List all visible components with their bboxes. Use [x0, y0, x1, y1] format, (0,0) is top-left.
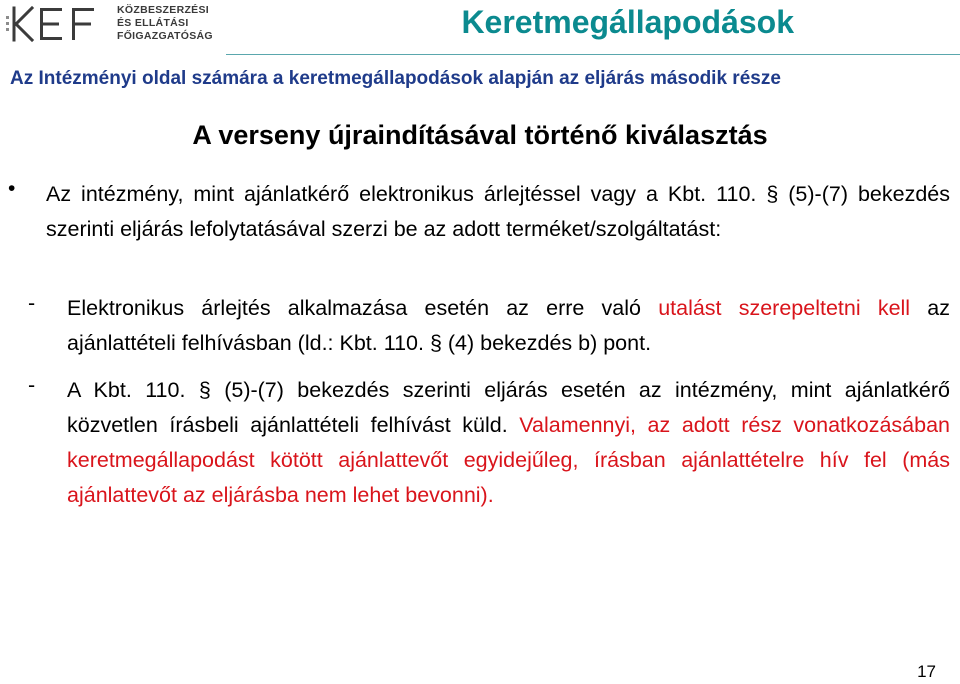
logo-line-2: ÉS ELLÁTÁSI	[117, 17, 189, 29]
list-item-2	[67, 373, 950, 513]
dash-marker-1: -	[28, 291, 36, 315]
logo-line-3: FŐIGAZGATÓSÁG	[117, 30, 213, 42]
logo-line-1: KÖZBESZERZÉSI	[117, 4, 209, 16]
list-item-1-text-a: Elektronikus árlejtés alkalmazása esetén az erre való	[67, 296, 659, 320]
dash-marker-2: -	[28, 373, 36, 397]
page-title: Keretmegállapodások	[461, 4, 794, 40]
page-subtitle: Az Intézményi oldal számára a keretmegállapodások alapján az eljárás második része	[10, 68, 781, 89]
list-item-1	[67, 291, 950, 361]
page-number: 17	[917, 662, 936, 681]
list-item-2-highlight: Valamennyi, az adott rész vonatkozásában keretmegállapodást kötött ajánlattevőt egyidejűleg, írásban ajánlattételre hív fel (más ajánlattevőt az eljárásba nem lehet bevonni).	[67, 413, 951, 507]
logo-text	[117, 4, 213, 43]
bullet-icon: •	[8, 177, 16, 200]
list-item-1-text-b: az ajánlattételi felhívásban (ld.: Kbt. 110. § (4) bekezdés b) pont.	[67, 296, 950, 355]
logo	[6, 2, 216, 46]
kef-logo-icon	[6, 2, 110, 46]
slide-heading: A verseny újraindításával történő kiválasztás	[192, 120, 768, 150]
bullet-text: Az intézmény, mint ajánlatkérő elektronikus árlejtéssel vagy a Kbt. 110. § (5)-(7) bekezdés szerinti eljárás lefolytatásával szerzi be az adott terméket/szolgáltatást:	[46, 182, 950, 241]
list-item-2-text-a: A Kbt. 110. § (5)-(7) bekezdés szerinti eljárás esetén az intézmény, mint ajánlatkérő közvetlen írásbeli ajánlattételi felhívást küld.	[67, 378, 950, 437]
list-item-1-highlight: utalást szerepeltetni kell	[658, 296, 911, 320]
title-divider	[226, 54, 960, 55]
